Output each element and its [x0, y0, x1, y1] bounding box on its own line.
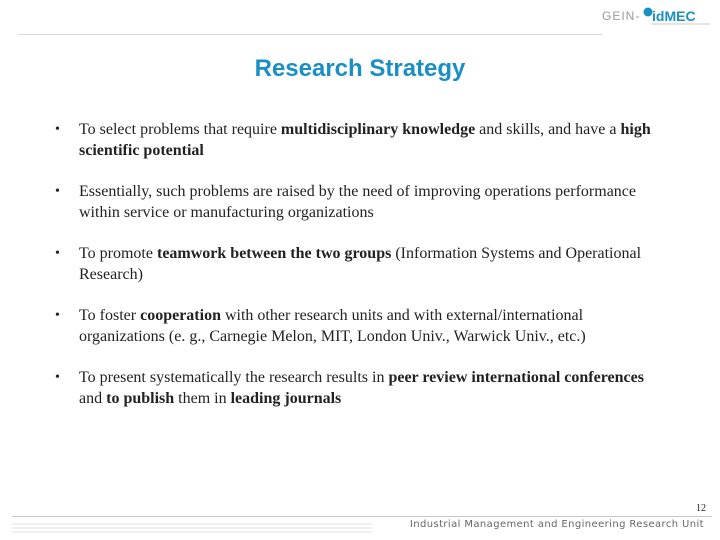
bullet-text-emphasis: leading journals: [230, 389, 342, 407]
bullet-text-segment: Essentially, such problems are raised by the need of improving operations performance within service or manufacturing organizations: [79, 183, 637, 221]
bullet-text-emphasis: multidisciplinary knowledge: [280, 121, 476, 138]
bullet-dot: •: [55, 308, 60, 323]
bullet-text-emphasis: to publish: [106, 389, 175, 407]
bullet-text: [79, 368, 659, 409]
bullet-text-emphasis: teamwork between the two groups: [156, 245, 392, 262]
bullet-text-segment: To promote: [79, 245, 157, 262]
bullet-item: [55, 120, 675, 161]
slide-title: Research Strategy: [254, 55, 466, 82]
bullet-text-segment: (Information Systems and Operational Research): [79, 245, 642, 283]
bullet-text-segment: with other research units and with external/international organizations (e. g., Carnegie Melon, MIT, London Univ., Warwick Univ., etc.): [79, 307, 586, 345]
bullet-text-segment: To foster: [79, 307, 141, 324]
logo-gein-text: GEIN-: [602, 9, 641, 23]
bullet-dot: •: [55, 246, 60, 261]
bullet-text-segment: and: [79, 389, 107, 407]
bullet-text-segment: and skills, and have a: [475, 121, 621, 138]
logo-idmec-text: idMEC: [652, 8, 696, 24]
bullet-dot: •: [55, 122, 60, 137]
bullet-item: [55, 182, 675, 223]
bullet-item: [55, 306, 675, 347]
bullet-text-emphasis: peer review international conferences: [388, 369, 644, 386]
footer-stripes-decoration: [12, 521, 372, 535]
bullet-text-segment: them in: [174, 389, 231, 407]
bullet-text: [79, 306, 659, 347]
bullet-dot: •: [55, 370, 60, 385]
bullet-text-segment: To select problems that require: [79, 121, 281, 138]
footer-unit-name: Industrial Management and Engineering Research Unit: [409, 519, 704, 530]
gein-idmec-logo: [600, 4, 712, 26]
bullet-text-emphasis: cooperation: [140, 307, 221, 324]
bullet-item: [55, 368, 675, 409]
footer-divider: [12, 516, 712, 517]
header-divider: [18, 34, 602, 35]
bullet-text-emphasis: high scientific potential: [79, 121, 651, 159]
bullet-text: [79, 244, 659, 285]
page-number: 12: [696, 503, 706, 514]
bullet-item: [55, 244, 675, 285]
bullet-dot: •: [55, 184, 60, 199]
bullet-text: [79, 120, 659, 161]
bullet-text-segment: To present systematically the research results in: [79, 369, 389, 386]
bullet-text: [79, 182, 659, 223]
